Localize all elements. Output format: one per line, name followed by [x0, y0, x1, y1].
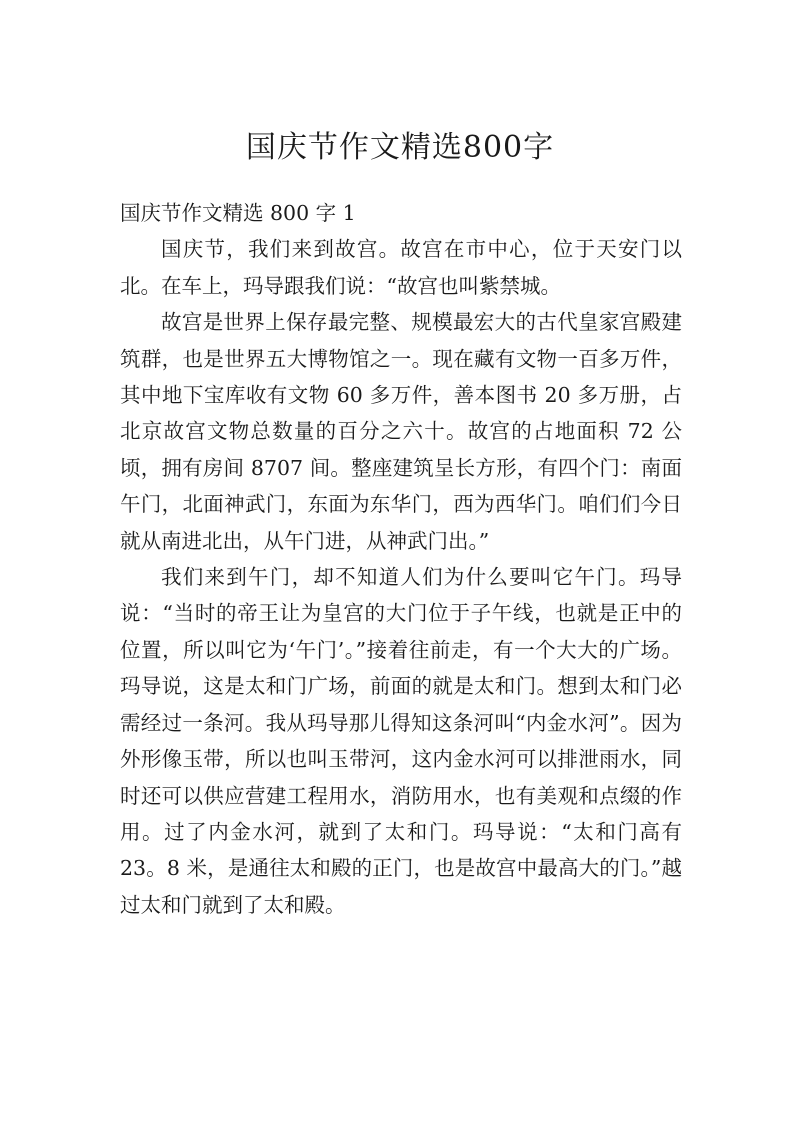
section-heading: 国庆节作文精选 800 字 1	[120, 201, 356, 225]
paragraph-1: 国庆节，我们来到故宫。故宫在市中心，位于天安门以北。在车上，玛导跟我们说：“故宫也叫紫禁城。	[120, 237, 682, 298]
paragraph-2: 故宫是世界上保存最完整、规模最宏大的古代皇家宫殿建筑群，也是世界五大博物馆之一。现在藏有文物一百多万件，其中地下宝库收有文物 60 多万件，善本图书 20 多万册，占北京故宫文物总数量的百分之六十。故宫的占地面积 72 公顷，拥有房间 8707 间。整座建筑呈长方形，有四个门：南面午门，北面神武门，东面为东华门，西为西华门。咱们们今日就从南进北出，从午门进，从神武门出。”	[120, 310, 682, 553]
document-body	[120, 195, 682, 923]
paragraph-3: 我们来到午门，却不知道人们为什么要叫它午门。玛导说：“当时的帝王让为皇宫的大门位于子午线，也就是正中的位置，所以叫它为‘午门’。”接着往前走，有一个大大的广场。玛导说，这是太和门广场，前面的就是太和门。想到太和门必需经过一条河。我从玛导那儿得知这条河叫“内金水河”。因为外形像玉带，所以也叫玉带河，这内金水河可以排泄雨水，同时还可以供应营建工程用水，消防用水，也有美观和点缀的作用。过了内金水河，就到了太和门。玛导说：“太和门高有 23。8 米，是通往太和殿的正门，也是故宫中最高大的门。”越过太和门就到了太和殿。	[120, 565, 682, 917]
document-title: 国庆节作文精选800字	[245, 130, 555, 165]
